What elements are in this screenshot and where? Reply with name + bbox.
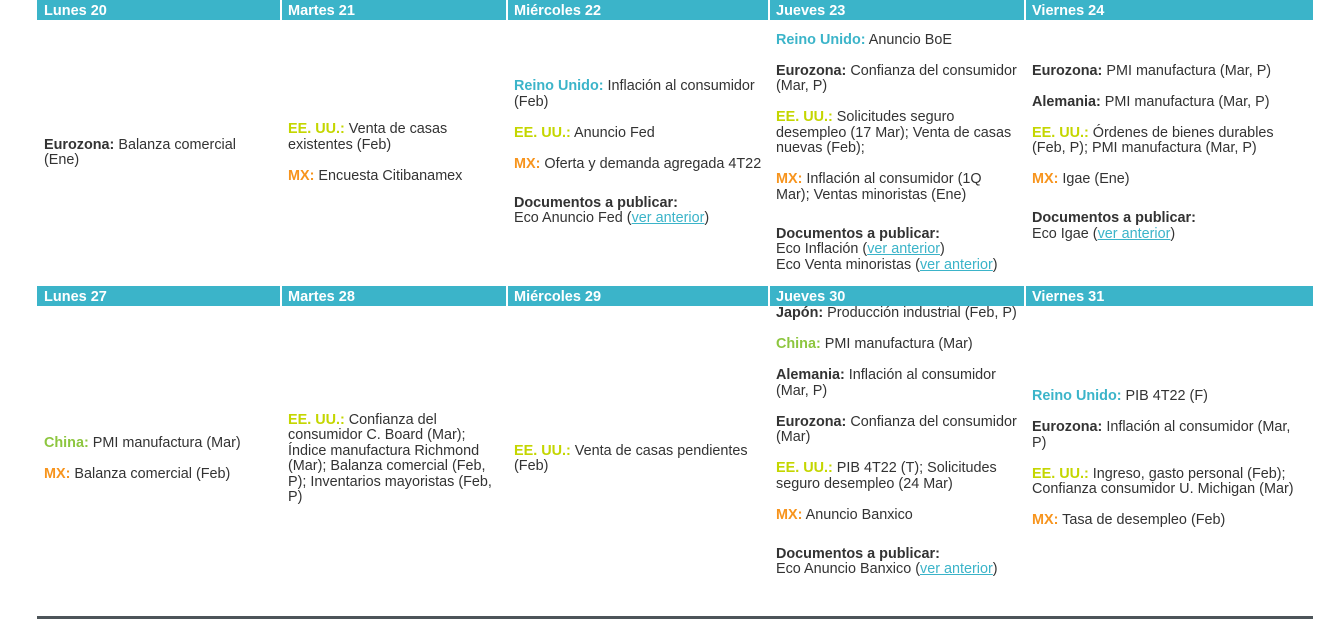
day-header: Viernes 31 — [1032, 289, 1105, 305]
country-label: MX: — [776, 171, 803, 188]
event-entry — [776, 172, 1019, 203]
column-divider — [280, 286, 282, 306]
documents-title: Documentos a publicar: — [776, 545, 940, 562]
event-entry — [514, 444, 763, 475]
country-label: MX: — [1032, 512, 1059, 529]
country-label: EE. UU.: — [1032, 465, 1089, 482]
country-label: Reino Unido: — [776, 31, 866, 48]
documents-title: Documentos a publicar: — [776, 225, 940, 242]
country-label: MX: — [288, 167, 315, 184]
day-cell — [1025, 306, 1313, 612]
country-label: Eurozona: — [776, 413, 847, 430]
country-label: EE. UU.: — [288, 411, 345, 428]
country-label: MX: — [514, 155, 541, 172]
day-header: Viernes 24 — [1032, 3, 1105, 19]
footer-rule — [37, 616, 1313, 619]
event-text: PMI manufactura (Mar, P) — [1106, 62, 1272, 79]
day-header: Lunes 27 — [44, 289, 107, 305]
day-header: Jueves 23 — [776, 3, 846, 19]
event-entry — [1032, 420, 1307, 451]
event-entry — [1032, 389, 1307, 405]
event-entry — [776, 368, 1019, 399]
ver-anterior-link[interactable]: ver anterior — [919, 256, 993, 273]
country-label: EE. UU.: — [514, 124, 571, 141]
event-entry — [288, 122, 501, 153]
document-name: Eco Venta minoristas — [776, 256, 912, 273]
event-text: Anuncio BoE — [868, 31, 952, 48]
documents-block — [776, 227, 1019, 274]
event-text: Igae (Ene) — [1062, 171, 1130, 188]
week-header — [37, 286, 1313, 306]
country-label: Reino Unido: — [514, 78, 604, 95]
day-cell — [769, 306, 1025, 612]
document-item: Eco Igae (ver anterior) — [1032, 225, 1176, 242]
document-name: Eco Igae — [1032, 225, 1089, 242]
event-entry — [44, 436, 275, 452]
country-label: Eurozona: — [1032, 62, 1103, 79]
country-label: EE. UU.: — [776, 109, 833, 126]
country-label: China: — [44, 434, 89, 451]
event-text: Balanza comercial (Feb) — [74, 465, 231, 482]
event-entry — [1032, 64, 1307, 80]
document-item: Eco Venta minoristas (ver anterior) — [776, 256, 998, 273]
column-divider — [768, 286, 770, 306]
day-header: Lunes 20 — [44, 3, 107, 19]
event-text: Confianza del consumidor (Mar, P) — [776, 62, 1017, 95]
country-label: China: — [776, 336, 821, 352]
day-header: Miércoles 29 — [514, 289, 602, 305]
event-entry — [776, 306, 1019, 322]
country-label: Reino Unido: — [1032, 388, 1122, 405]
column-divider — [768, 0, 770, 20]
event-entry — [776, 508, 1019, 524]
event-entry — [44, 467, 275, 483]
day-cell — [37, 306, 281, 612]
document-name: Eco Inflación — [776, 241, 859, 258]
event-entry — [776, 64, 1019, 95]
country-label: Eurozona: — [1032, 419, 1103, 436]
event-text: Tasa de desempleo (Feb) — [1062, 512, 1226, 529]
event-entry — [288, 413, 501, 506]
event-text: Confianza del consumidor C. Board (Mar); Índice manufactura Richmond (Mar); Balanza comercial (Feb, P); Inventarios mayoristas (Feb, P) — [288, 411, 492, 505]
calendar-grid — [37, 0, 1313, 616]
event-text: Anuncio Fed — [574, 124, 655, 141]
day-header: Jueves 30 — [776, 289, 846, 305]
column-divider — [506, 0, 508, 20]
country-label: MX: — [1032, 171, 1059, 188]
event-entry — [1032, 126, 1307, 157]
documents-block — [776, 547, 1019, 578]
event-text: Órdenes de bienes durables (Feb, P); PMI manufactura (Mar, P) — [1032, 124, 1274, 157]
ver-anterior-link[interactable]: ver anterior — [867, 241, 940, 258]
event-text: Producción industrial (Feb, P) — [827, 305, 1017, 321]
day-cell — [37, 20, 281, 286]
ver-anterior-link[interactable]: ver anterior — [631, 210, 705, 227]
day-header: Miércoles 22 — [514, 3, 602, 19]
event-text: Inflación al consumidor (Feb) — [514, 78, 755, 110]
day-cell — [281, 20, 507, 286]
column-divider — [280, 0, 282, 20]
column-divider — [1024, 286, 1026, 306]
document-item: Eco Inflación (ver anterior) — [776, 241, 945, 258]
event-entry — [776, 33, 1019, 49]
country-label: EE. UU.: — [288, 121, 345, 137]
event-text: Venta de casas existentes (Feb) — [288, 121, 448, 153]
day-cell — [507, 306, 769, 612]
country-label: EE. UU.: — [514, 442, 571, 459]
event-text: Inflación al consumidor (1Q Mar); Ventas minoristas (Ene) — [776, 171, 982, 203]
event-text: PIB 4T22 (F) — [1125, 388, 1208, 405]
country-label: Japón: — [776, 305, 824, 321]
event-entry — [1032, 95, 1307, 111]
day-cell — [507, 20, 769, 286]
documents-title: Documentos a publicar: — [1032, 210, 1196, 227]
event-entry — [1032, 172, 1307, 188]
event-text: Balanza comercial (Ene) — [44, 136, 236, 168]
day-cell — [1025, 20, 1313, 286]
event-text: PMI manufactura (Mar, P) — [1104, 93, 1270, 110]
event-text: Confianza del consumidor (Mar) — [776, 413, 1017, 445]
event-text: Anuncio Banxico — [805, 506, 913, 523]
event-entry — [776, 461, 1019, 492]
event-text: Oferta y demanda agregada 4T22 — [544, 155, 762, 172]
ver-anterior-link[interactable]: ver anterior — [920, 561, 993, 577]
document-item: Eco Anuncio Banxico (ver anterior) — [776, 561, 998, 577]
document-item: Eco Anuncio Fed (ver anterior) — [514, 210, 710, 227]
country-label: EE. UU.: — [776, 460, 833, 476]
document-name: Eco Anuncio Banxico — [776, 561, 912, 577]
event-text: Inflación al consumidor (Mar, P) — [776, 367, 996, 399]
event-entry — [1032, 513, 1307, 529]
day-header: Martes 28 — [288, 289, 355, 305]
country-label: Alemania: — [776, 367, 845, 383]
day-cell — [769, 20, 1025, 286]
event-entry — [514, 79, 763, 110]
day-header: Martes 21 — [288, 3, 355, 19]
documents-title: Documentos a publicar: — [514, 194, 678, 211]
event-text: PMI manufactura (Mar) — [824, 336, 973, 352]
documents-block — [514, 196, 763, 227]
event-entry — [44, 138, 275, 169]
event-text: Encuesta Citibanamex — [318, 167, 463, 184]
week-header — [37, 0, 1313, 20]
country-label: EE. UU.: — [1032, 124, 1089, 141]
event-text: Ingreso, gasto personal (Feb); Confianza consumidor U. Michigan (Mar) — [1032, 465, 1294, 498]
event-entry — [1032, 467, 1307, 498]
event-entry — [514, 157, 763, 173]
event-text: PMI manufactura (Mar) — [92, 434, 241, 451]
column-divider — [506, 286, 508, 306]
event-text: Inflación al consumidor (Mar, P) — [1032, 419, 1291, 451]
country-label: Eurozona: — [776, 62, 847, 79]
country-label: Eurozona: — [44, 136, 115, 153]
ver-anterior-link[interactable]: ver anterior — [1097, 225, 1171, 242]
country-label: MX: — [44, 465, 71, 482]
documents-block — [1032, 211, 1307, 242]
event-entry — [776, 337, 1019, 353]
event-text: Solicitudes seguro desempleo (17 Mar); Venta de casas nuevas (Feb); — [776, 109, 1012, 157]
event-entry — [288, 169, 501, 185]
country-label: MX: — [776, 506, 803, 523]
country-label: Alemania: — [1032, 93, 1101, 110]
event-entry — [776, 415, 1019, 446]
day-cell — [281, 306, 507, 612]
event-text: Venta de casas pendientes (Feb) — [514, 442, 748, 474]
document-name: Eco Anuncio Fed — [514, 210, 623, 227]
event-entry — [514, 126, 763, 142]
event-entry — [776, 110, 1019, 157]
column-divider — [1024, 0, 1026, 20]
event-text: PIB 4T22 (T); Solicitudes seguro desempleo (24 Mar) — [776, 460, 997, 492]
